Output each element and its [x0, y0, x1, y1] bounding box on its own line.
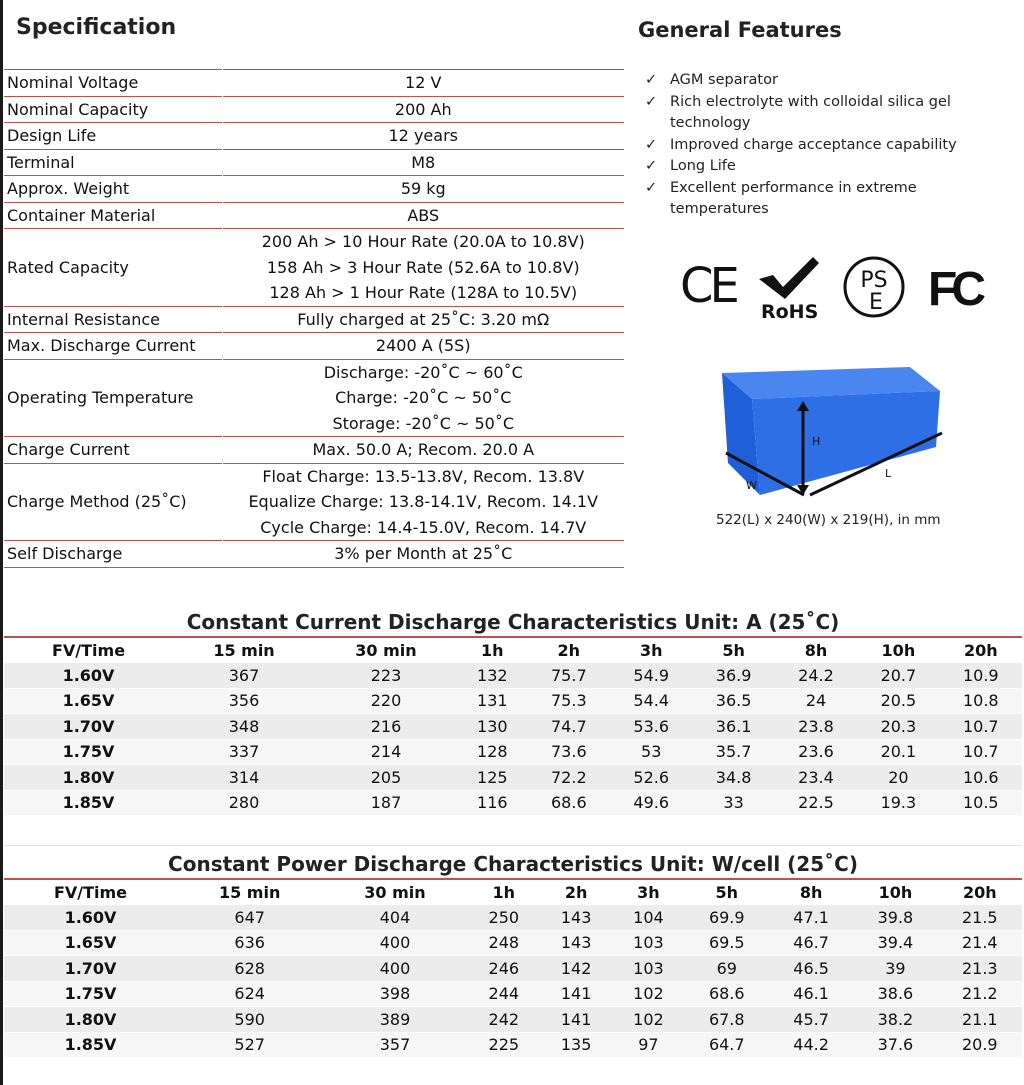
column-header: 3h	[639, 640, 663, 660]
table-cell: 39	[885, 958, 906, 978]
feature-item	[645, 70, 1015, 92]
final-voltage-cell: 1.60V	[62, 665, 115, 685]
feature-item	[645, 135, 1015, 157]
table-cell: 104	[633, 907, 664, 927]
spec-key: Charge Current	[4, 437, 222, 464]
final-voltage-cell: 1.75V	[64, 984, 117, 1004]
table-cell: 348	[228, 716, 260, 736]
table-cell: 38.6	[877, 984, 914, 1004]
table-cell: 389	[379, 1009, 411, 1029]
spec-key: Charge Method (25˚C)	[4, 463, 222, 541]
table-cell: 75.7	[551, 665, 587, 685]
column-header: 1h	[492, 882, 516, 902]
column-header: 8h	[799, 882, 823, 902]
pse-mark-icon	[842, 255, 906, 319]
table-cell: 624	[234, 984, 265, 1004]
table-cell: 132	[477, 665, 508, 685]
table-cell: 36.9	[715, 665, 752, 685]
table-cell: 128	[477, 742, 508, 762]
final-voltage-cell: 1.75V	[62, 742, 115, 762]
specification-table	[4, 69, 624, 568]
checkmark-icon: ✓	[645, 93, 658, 110]
table-cell: 404	[379, 907, 411, 927]
table-cell: 590	[234, 1009, 265, 1029]
table-cell: 19.3	[880, 793, 917, 813]
table-cell: 125	[477, 767, 508, 787]
table-cell: 69.9	[708, 907, 745, 927]
table-row	[4, 1032, 1022, 1058]
fcc-mark-icon: FC	[928, 263, 980, 316]
spec-value-line: 3% per Month at 25˚C	[334, 544, 513, 563]
table-cell: 102	[633, 984, 664, 1004]
final-voltage-cell: 1.80V	[62, 767, 115, 787]
table-cell: 246	[488, 958, 520, 978]
rohs-label: RoHS	[761, 301, 819, 323]
table-cell: 39.4	[877, 933, 914, 953]
spec-value	[222, 229, 624, 307]
table-cell: 314	[228, 767, 260, 787]
final-voltage-cell: 1.70V	[64, 958, 117, 978]
table-cell: 46.5	[793, 958, 829, 978]
table-cell: 636	[234, 933, 265, 953]
spec-key: Operating Temperature	[4, 359, 222, 437]
dimensions-text: 522(L) x 240(W) x 219(H), in mm	[716, 512, 941, 528]
feature-item	[645, 156, 1015, 178]
column-header: 2h	[564, 882, 588, 902]
spec-value	[222, 202, 624, 229]
spec-row	[4, 149, 624, 176]
table-cell: 10.7	[962, 742, 999, 762]
table-row	[4, 714, 1022, 740]
spec-row	[4, 541, 624, 568]
table-row	[4, 688, 1022, 714]
checkmark-icon: ✓	[645, 158, 658, 174]
table-cell: 142	[560, 958, 592, 978]
constant-current-table	[4, 608, 1022, 816]
spec-value-line: Discharge: -20˚C ~ 60˚C	[323, 362, 523, 382]
table-cell: 242	[488, 1009, 520, 1029]
spec-row	[4, 359, 624, 437]
spec-key: Max. Discharge Current	[4, 333, 222, 360]
column-header: 10h	[881, 640, 916, 660]
table-cell: 357	[379, 1035, 411, 1055]
spec-value-line: 12 years	[388, 126, 458, 145]
table-cell: 280	[228, 793, 260, 813]
spec-value-line: 200 Ah	[394, 99, 452, 119]
checkmark-icon: ✓	[645, 179, 658, 196]
spec-key: Terminal	[4, 149, 222, 176]
table-cell: 103	[633, 933, 664, 953]
table-cell: 223	[370, 665, 402, 685]
table-cell: 20.5	[880, 691, 917, 711]
table-cell: 400	[379, 958, 411, 978]
table-cell: 24.2	[798, 665, 834, 685]
column-header: 5h	[715, 882, 739, 902]
table-cell: 21.5	[961, 907, 998, 927]
table-cell: 67.8	[708, 1009, 745, 1029]
table-cell: 628	[234, 958, 265, 978]
spec-value-line: Storage: -20˚C ~ 50˚C	[332, 413, 514, 433]
spec-key: Internal Resistance	[4, 306, 222, 333]
table-cell: 647	[234, 907, 265, 927]
checkmark-icon: ✓	[645, 136, 658, 153]
constant-power-table	[4, 850, 1022, 1058]
table-row	[4, 981, 1022, 1007]
table-cell: 53	[641, 742, 662, 762]
table-cell: 23.4	[798, 767, 834, 787]
column-header: 15 min	[213, 640, 275, 660]
table-cell: 250	[488, 907, 520, 927]
column-header: 20h	[962, 882, 997, 902]
spec-row	[4, 463, 624, 541]
spec-value-line: Max. 50.0 A; Recom. 20.0 A	[312, 440, 535, 459]
table-cell: 116	[477, 793, 508, 813]
table-cell: 225	[488, 1035, 520, 1055]
column-header: 20h	[963, 640, 998, 660]
table-cell: 69	[716, 958, 737, 978]
table-cell: 205	[370, 767, 402, 787]
spec-row	[4, 437, 624, 464]
table-cell: 23.8	[798, 716, 834, 736]
column-header: 3h	[637, 882, 660, 902]
table-cell: 68.6	[551, 793, 587, 813]
table-cell: 10.7	[962, 716, 999, 736]
table-cell: 22.5	[798, 793, 834, 813]
spec-value	[222, 96, 624, 123]
table-cell: 64.7	[708, 1035, 745, 1055]
spec-row	[4, 70, 624, 97]
table-cell: 69.5	[708, 933, 745, 953]
table-cell: 47.1	[793, 907, 829, 927]
column-header: 15 min	[218, 882, 281, 902]
spec-value-line: M8	[411, 152, 436, 172]
table-cell: 20.1	[880, 742, 917, 762]
table-cell: 21.4	[961, 933, 998, 953]
column-header: FV/Time	[51, 640, 126, 660]
table-cell: 33	[723, 793, 744, 813]
table-cell: 220	[370, 691, 402, 711]
table-cell: 53.6	[633, 716, 670, 736]
table-cell: 130	[477, 716, 508, 736]
table-cell: 398	[379, 984, 411, 1004]
feature-text: Excellent performance in extreme temperatures	[670, 179, 917, 217]
spec-value-line: Charge: -20˚C ~ 50˚C	[335, 388, 512, 407]
spec-key: Self Discharge	[4, 541, 222, 568]
table-cell: 35.7	[715, 742, 752, 762]
table-cell: 337	[228, 742, 260, 762]
table-cell: 187	[370, 793, 402, 813]
spec-row	[4, 123, 624, 150]
spec-row	[4, 202, 624, 229]
table-row	[4, 765, 1022, 791]
pse-top-text: PS	[860, 268, 888, 293]
table-cell: 34.8	[715, 767, 752, 787]
table-row	[4, 739, 1022, 765]
column-header: 1h	[481, 640, 504, 660]
table-row	[4, 905, 1022, 931]
constant-current-title: Constant Current Discharge Characteristics Unit: A (25˚C)	[186, 610, 840, 634]
table-cell: 20.9	[961, 1035, 998, 1055]
constant-power-title: Constant Power Discharge Characteristics Unit: W/cell (25˚C)	[168, 852, 858, 876]
spec-value	[222, 149, 624, 176]
table-cell: 74.7	[551, 716, 587, 736]
table-cell: 527	[234, 1035, 265, 1055]
table-cell: 37.6	[877, 1035, 914, 1055]
spec-value-line: 128 Ah > 1 Hour Rate (128A to 10.5V)	[269, 283, 578, 302]
table-cell: 143	[560, 933, 592, 953]
battery-dimension-figure	[700, 355, 960, 505]
spec-key: Nominal Capacity	[4, 96, 222, 123]
table-cell: 21.1	[961, 1009, 998, 1029]
spec-value	[222, 541, 624, 568]
spec-value	[222, 359, 624, 437]
table-row	[4, 663, 1022, 689]
table-cell: 44.2	[793, 1035, 829, 1055]
final-voltage-cell: 1.80V	[64, 1009, 117, 1029]
spec-value-line: Fully charged at 25˚C: 3.20 mΩ	[297, 309, 550, 329]
table-cell: 131	[477, 691, 508, 711]
table-cell: 24	[805, 691, 827, 711]
table-cell: 36.5	[715, 691, 752, 711]
table-cell: 141	[560, 984, 592, 1004]
table-cell: 38.2	[877, 1009, 914, 1029]
column-header: 10h	[878, 882, 913, 902]
feature-item	[645, 178, 1015, 221]
table-cell: 103	[633, 958, 664, 978]
spec-value	[222, 306, 624, 333]
table-cell: 21.2	[961, 984, 998, 1004]
spec-value-line: Float Charge: 13.5-13.8V, Recom. 13.8V	[262, 466, 585, 486]
spec-row	[4, 176, 624, 203]
spec-value-line: 200 Ah > 10 Hour Rate (20.0A to 10.8V)	[261, 232, 585, 251]
rohs-icon	[755, 255, 823, 327]
final-voltage-cell: 1.85V	[62, 793, 115, 813]
table-cell: 216	[370, 716, 402, 736]
spec-value-line: 2400 A (5S)	[375, 336, 471, 355]
column-header: 30 min	[355, 640, 417, 660]
length-label: L	[885, 467, 892, 480]
spec-row	[4, 306, 624, 333]
spec-value-line: 59 kg	[400, 179, 446, 198]
feature-item	[645, 92, 1015, 135]
table-cell: 141	[560, 1009, 592, 1029]
table-cell: 97	[638, 1035, 659, 1055]
spec-value-line: Cycle Charge: 14.4-15.0V, Recom. 14.7V	[260, 517, 587, 537]
spec-row	[4, 333, 624, 360]
spec-value-line: ABS	[407, 205, 440, 225]
table-cell: 49.6	[633, 793, 670, 813]
spec-value-line: 158 Ah > 3 Hour Rate (52.6A to 10.8V)	[266, 257, 580, 277]
final-voltage-cell: 1.60V	[64, 907, 117, 927]
spec-key: Approx. Weight	[4, 176, 222, 203]
table-cell: 367	[228, 665, 260, 685]
spec-value	[222, 437, 624, 464]
table-cell: 214	[370, 742, 402, 762]
table-cell: 248	[488, 933, 520, 953]
table-cell: 45.7	[793, 1009, 829, 1029]
left-edge-bar	[0, 0, 3, 1085]
spec-row	[4, 96, 624, 123]
table-cell: 68.6	[708, 984, 745, 1004]
column-header: FV/Time	[53, 882, 128, 902]
feature-text: AGM separator	[670, 72, 778, 88]
spec-key: Nominal Voltage	[4, 70, 222, 97]
spec-value-line: 12 V	[405, 73, 442, 92]
table-separator	[4, 845, 1022, 846]
table-row	[4, 930, 1022, 956]
final-voltage-cell: 1.85V	[64, 1035, 117, 1055]
table-cell: 21.3	[961, 958, 998, 978]
features-list	[645, 70, 1015, 221]
checkmark-icon: ✓	[645, 72, 658, 88]
table-cell: 20.3	[880, 716, 917, 736]
feature-text: Long Life	[670, 158, 736, 174]
specification-heading: Specification	[16, 15, 177, 40]
table-cell: 135	[560, 1035, 592, 1055]
spec-value	[222, 463, 624, 541]
spec-value	[222, 176, 624, 203]
general-features-heading: General Features	[638, 18, 842, 42]
column-header: 5h	[722, 640, 745, 660]
table-cell: 10.6	[962, 767, 999, 787]
table-cell: 400	[379, 933, 411, 953]
spec-row	[4, 229, 624, 307]
table-cell: 54.9	[633, 665, 670, 685]
spec-value	[222, 70, 624, 97]
feature-text: Rich electrolyte with colloidal silica gel technology	[670, 93, 951, 131]
spec-value-line: Equalize Charge: 13.8-14.1V, Recom. 14.1V	[248, 492, 599, 511]
final-voltage-cell: 1.65V	[62, 691, 115, 711]
spec-key: Rated Capacity	[4, 229, 222, 307]
table-cell: 10.5	[962, 793, 999, 813]
table-cell: 143	[560, 907, 592, 927]
pse-bottom-text: E	[869, 290, 883, 315]
table-cell: 72.2	[551, 767, 587, 787]
rohs-check-icon	[755, 255, 823, 303]
final-voltage-cell: 1.65V	[64, 933, 117, 953]
column-header: 30 min	[364, 882, 426, 902]
table-cell: 20	[888, 767, 909, 787]
spec-key: Container Material	[4, 202, 222, 229]
spec-value	[222, 123, 624, 150]
table-cell: 10.9	[962, 665, 999, 685]
table-cell: 20.7	[880, 665, 917, 685]
spec-key: Design Life	[4, 123, 222, 150]
table-row	[4, 1007, 1022, 1033]
feature-text: Improved charge acceptance capability	[670, 136, 957, 153]
table-cell: 75.3	[551, 691, 587, 711]
width-label: W	[746, 479, 757, 492]
table-cell: 36.1	[715, 716, 752, 736]
table-row	[4, 956, 1022, 982]
table-cell: 356	[228, 691, 260, 711]
final-voltage-cell: 1.70V	[62, 716, 115, 736]
table-cell: 23.6	[798, 742, 834, 762]
table-cell: 244	[488, 984, 520, 1004]
table-cell: 73.6	[551, 742, 587, 762]
table-cell: 39.8	[877, 907, 914, 927]
spec-value	[222, 333, 624, 360]
table-cell: 46.7	[793, 933, 829, 953]
ce-mark-icon: CE	[680, 258, 736, 314]
table-cell: 52.6	[633, 767, 670, 787]
height-label: H	[812, 435, 821, 448]
column-header: 8h	[804, 640, 828, 660]
table-cell: 46.1	[793, 984, 829, 1004]
table-row	[4, 790, 1022, 816]
table-cell: 10.8	[962, 691, 999, 711]
table-cell: 54.4	[633, 691, 670, 711]
column-header: 2h	[557, 640, 581, 660]
table-cell: 102	[633, 1009, 664, 1029]
